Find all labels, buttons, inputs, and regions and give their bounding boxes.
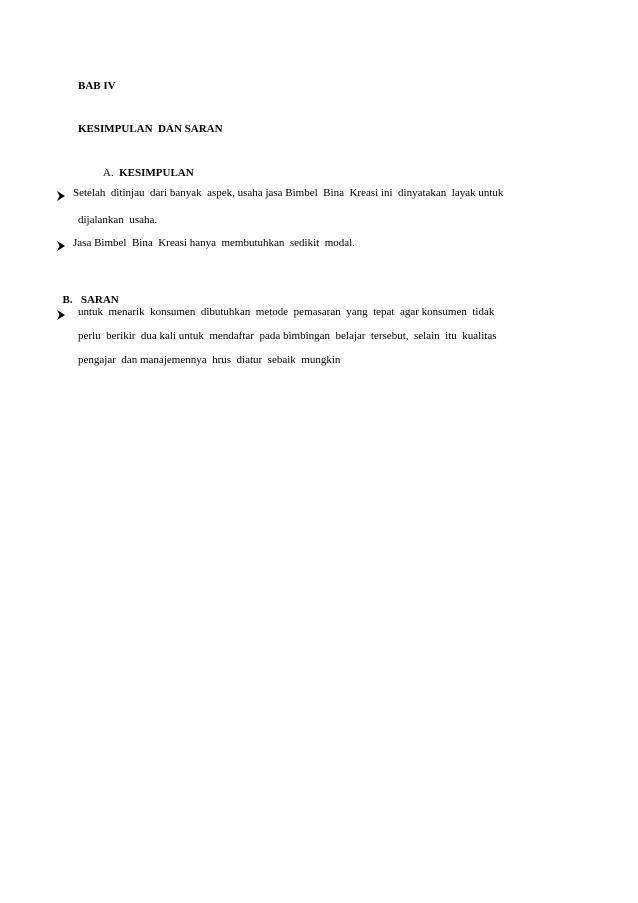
section-b-heading xyxy=(57,282,119,306)
kesimpulan-item-1-line-1: Setelah ditinjau dari banyak aspek, usaha jasa Bimbel Bina Kreasi ini dinyatakan layak untuk xyxy=(73,187,504,199)
saran-item-1-line-3: pengajar dan manajemennya hrus diatur sebaik mungkin xyxy=(78,354,341,366)
section-a-title: KESIMPULAN xyxy=(119,167,194,179)
section-b-marker: B. xyxy=(62,294,73,306)
page-title: KESIMPULAN DAN SARAN xyxy=(78,123,223,135)
arrowhead-bullet-icon xyxy=(57,191,65,201)
section-a-marker: A. xyxy=(102,167,114,179)
section-a-heading xyxy=(98,155,194,179)
saran-item-1-line-1: untuk menarik konsumen dibutuhkan metode pemasaran yang tepat agar konsumen tidak xyxy=(78,306,495,318)
saran-item-1-line-2: perlu berikir dua kali untuk mendaftar pada bimbingan belajar tersebut, selain itu kualitas xyxy=(78,330,497,342)
arrowhead-bullet-icon xyxy=(57,241,65,251)
arrowhead-bullet-icon xyxy=(57,310,65,320)
chapter-label: BAB IV xyxy=(78,80,116,92)
section-b-title: SARAN xyxy=(80,294,119,306)
kesimpulan-item-2-line-1: Jasa Bimbel Bina Kreasi hanya membutuhkan sedikit modal. xyxy=(73,237,355,249)
kesimpulan-item-1-line-2: dijalankan usaha. xyxy=(78,214,158,226)
